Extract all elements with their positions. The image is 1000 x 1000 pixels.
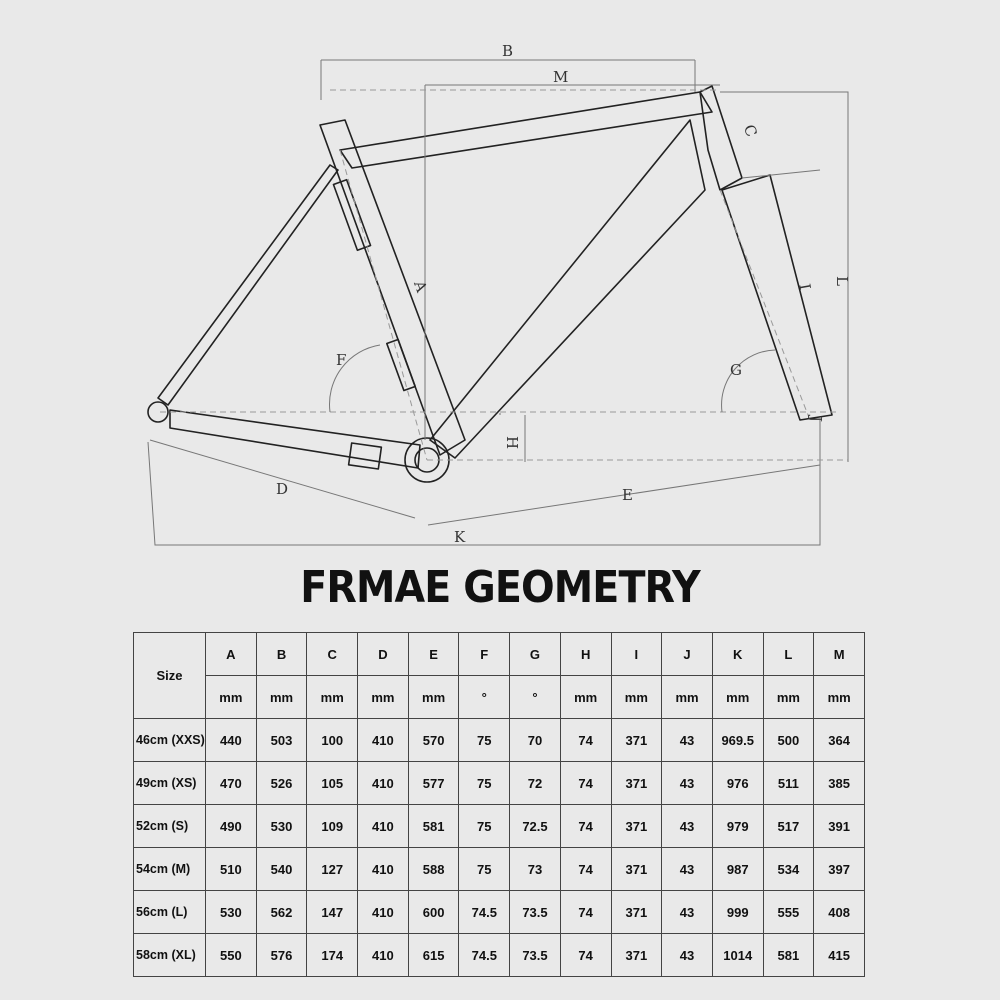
value-cell: 976 [712,762,763,805]
value-cell: 511 [763,762,814,805]
value-cell: 73.5 [510,891,561,934]
header-row-units [134,676,865,719]
column-header-b: B [256,633,307,676]
label-i: I [795,282,815,292]
value-cell: 581 [763,934,814,977]
size-header: Size [134,633,206,719]
value-cell: 100 [307,719,358,762]
label-h: H [503,436,521,450]
unit-cell: mm [256,676,307,719]
fork-steerer [722,175,832,423]
table-row [134,805,865,848]
value-cell: 105 [307,762,358,805]
table-row [134,762,865,805]
unit-cell: ° [510,676,561,719]
column-header-i: I [611,633,662,676]
column-header-h: H [560,633,611,676]
value-cell: 75 [459,805,510,848]
value-cell: 615 [408,934,459,977]
unit-cell: mm [662,676,713,719]
value-cell: 43 [662,762,713,805]
column-header-g: G [510,633,561,676]
value-cell: 385 [814,762,865,805]
value-cell: 371 [611,891,662,934]
seat-tube [320,120,465,455]
column-header-e: E [408,633,459,676]
value-cell: 371 [611,805,662,848]
label-a: A [410,278,431,295]
value-cell: 74.5 [459,891,510,934]
label-b: B [502,42,514,60]
table-row [134,934,865,977]
value-cell: 364 [814,719,865,762]
unit-cell: mm [611,676,662,719]
label-k: K [454,528,466,546]
value-cell: 517 [763,805,814,848]
geometry-table [133,632,865,977]
table-row [134,848,865,891]
value-cell: 74 [560,934,611,977]
label-l: L [833,276,851,286]
value-cell: 72 [510,762,561,805]
value-cell: 109 [307,805,358,848]
value-cell: 500 [763,719,814,762]
value-cell: 371 [611,719,662,762]
value-cell: 391 [814,805,865,848]
value-cell: 74 [560,805,611,848]
value-cell: 410 [358,805,409,848]
size-cell: 58cm (XL) [134,934,206,977]
value-cell: 43 [662,934,713,977]
value-cell: 510 [206,848,257,891]
value-cell: 1014 [712,934,763,977]
seat-stay [158,165,338,405]
unit-cell: mm [814,676,865,719]
label-j: J [807,416,825,423]
header-row-letters [134,633,865,676]
value-cell: 70 [510,719,561,762]
column-header-l: L [763,633,814,676]
value-cell: 410 [358,848,409,891]
value-cell: 987 [712,848,763,891]
label-c: C [739,122,761,140]
size-cell: 56cm (L) [134,891,206,934]
value-cell: 174 [307,934,358,977]
unit-cell: mm [358,676,409,719]
value-cell: 576 [256,934,307,977]
value-cell: 43 [662,848,713,891]
value-cell: 600 [408,891,459,934]
label-d: D [276,480,289,498]
value-cell: 74.5 [459,934,510,977]
value-cell: 550 [206,934,257,977]
label-f: F [336,351,347,369]
value-cell: 75 [459,719,510,762]
column-header-k: K [712,633,763,676]
value-cell: 410 [358,934,409,977]
value-cell: 503 [256,719,307,762]
table-row [134,719,865,762]
value-cell: 371 [611,762,662,805]
value-cell: 147 [307,891,358,934]
value-cell: 470 [206,762,257,805]
value-cell: 74 [560,762,611,805]
label-m: M [553,68,569,86]
top-tube [340,92,712,168]
value-cell: 43 [662,719,713,762]
value-cell: 410 [358,719,409,762]
value-cell: 43 [662,891,713,934]
value-cell: 74 [560,848,611,891]
column-header-a: A [206,633,257,676]
value-cell: 74 [560,891,611,934]
value-cell: 530 [256,805,307,848]
value-cell: 530 [206,891,257,934]
value-cell: 74 [560,719,611,762]
value-cell: 570 [408,719,459,762]
value-cell: 969.5 [712,719,763,762]
size-cell: 52cm (S) [134,805,206,848]
value-cell: 73 [510,848,561,891]
value-cell: 440 [206,719,257,762]
value-cell: 979 [712,805,763,848]
value-cell: 408 [814,891,865,934]
value-cell: 75 [459,848,510,891]
size-cell: 46cm (XXS) [134,719,206,762]
value-cell: 73.5 [510,934,561,977]
value-cell: 43 [662,805,713,848]
unit-cell: mm [763,676,814,719]
label-e: E [622,486,633,504]
value-cell: 410 [358,762,409,805]
unit-cell: mm [206,676,257,719]
column-header-f: F [459,633,510,676]
value-cell: 999 [712,891,763,934]
column-header-j: J [662,633,713,676]
down-tube [430,120,705,458]
unit-cell: mm [560,676,611,719]
value-cell: 581 [408,805,459,848]
value-cell: 397 [814,848,865,891]
page-title: FRMAE GEOMETRY [300,562,700,613]
value-cell: 526 [256,762,307,805]
value-cell: 371 [611,934,662,977]
value-cell: 490 [206,805,257,848]
value-cell: 562 [256,891,307,934]
value-cell: 72.5 [510,805,561,848]
value-cell: 410 [358,891,409,934]
value-cell: 577 [408,762,459,805]
value-cell: 127 [307,848,358,891]
value-cell: 75 [459,762,510,805]
value-cell: 555 [763,891,814,934]
column-header-m: M [814,633,865,676]
unit-cell: mm [712,676,763,719]
label-g: G [730,361,742,379]
value-cell: 540 [256,848,307,891]
unit-cell: mm [307,676,358,719]
value-cell: 534 [763,848,814,891]
column-header-c: C [307,633,358,676]
unit-cell: ° [459,676,510,719]
column-header-d: D [358,633,409,676]
value-cell: 371 [611,848,662,891]
value-cell: 588 [408,848,459,891]
chain-stay [170,410,420,468]
size-cell: 49cm (XS) [134,762,206,805]
table-row [134,891,865,934]
unit-cell: mm [408,676,459,719]
value-cell: 415 [814,934,865,977]
size-cell: 54cm (M) [134,848,206,891]
